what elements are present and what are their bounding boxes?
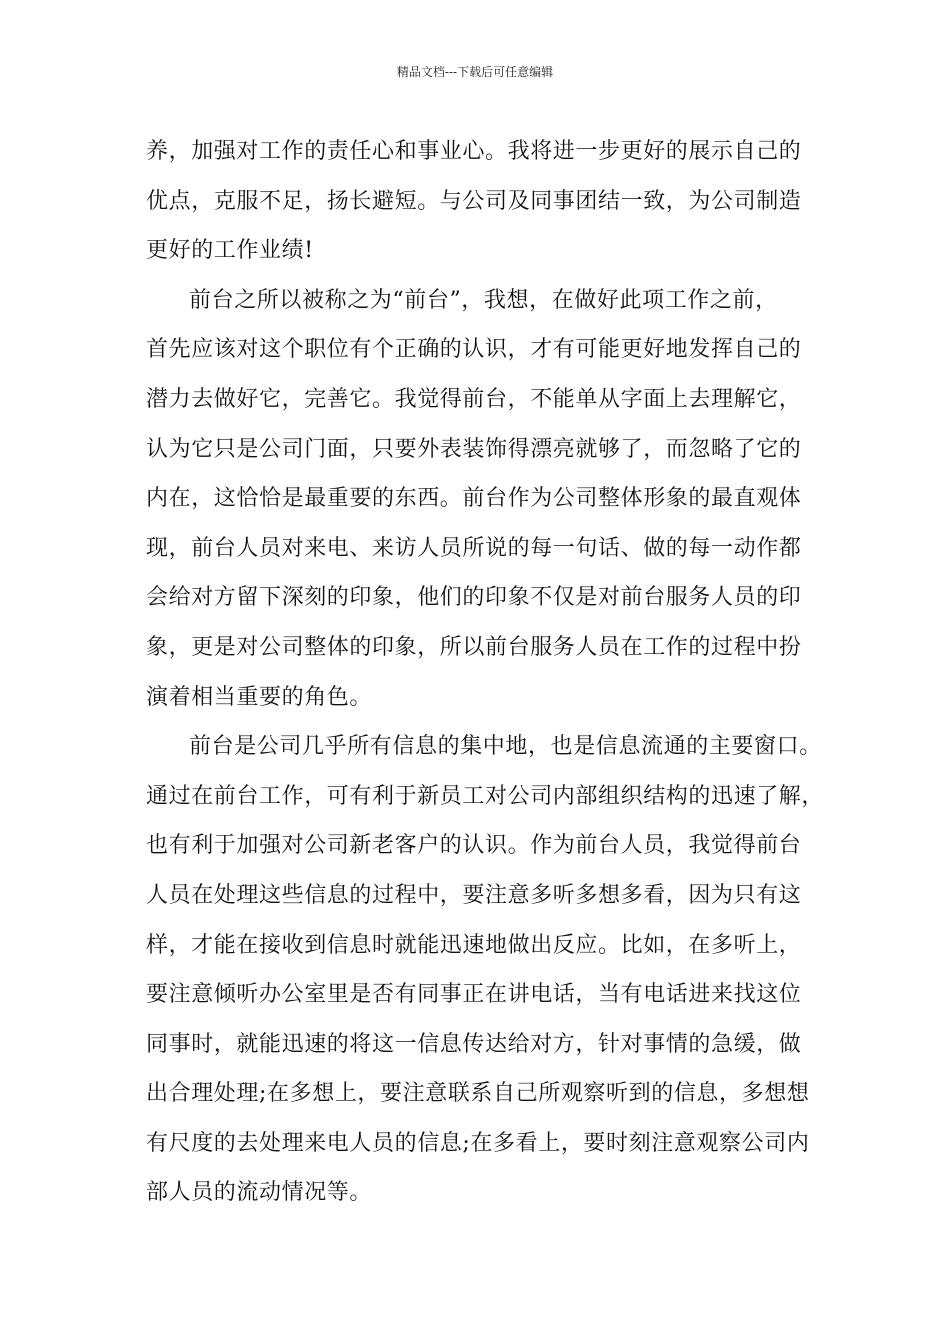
text-line: 会给对方留下深刻的印象，他们的印象不仅是对前台服务人员的印 (146, 585, 802, 611)
text-line: 现，前台人员对来电、来访人员所说的每一句话、做的每一动作都 (146, 535, 802, 561)
text-line: 养，加强对工作的责任心和事业心。我将进一步更好的展示自己的 (146, 139, 802, 164)
text-line: 认为它只是公司门面，只要外表装饰得漂亮就够了，而忽略了它的 (146, 436, 802, 462)
text-line: 通过在前台工作，可有利于新员工对公司内部组织结构的迅速了解， (146, 783, 825, 809)
text-line: 潜力去做好它，完善它。我觉得前台，不能单从字面上去理解它， (146, 386, 802, 412)
text-line: 部人员的流动情况等。 (146, 1180, 373, 1206)
text-line: 首先应该对这个职位有个正确的认识，才有可能更好地发挥自己的 (146, 337, 802, 363)
text-line: 也有利于加强对公司新老客户的认识。作为前台人员，我觉得前台 (146, 833, 802, 859)
text-line: 样，才能在接收到信息时就能迅速地做出反应。比如，在多听上， (146, 932, 802, 958)
text-line: 人员在处理这些信息的过程中，要注意多听多想多看，因为只有这 (146, 882, 802, 908)
text-line: 更好的工作业绩! (146, 238, 314, 264)
page-header: 精品文档---下载后可任意编辑 (396, 65, 554, 79)
text-line: 有尺度的去处理来电人员的信息;在多看上，要时刻注意观察公司内 (146, 1130, 810, 1156)
text-line: 出合理处理;在多想上，要注意联系自己所观察听到的信息，多想想 (146, 1081, 810, 1107)
text-line: 同事时，就能迅速的将这一信息传达给对方，针对事情的急缓，做 (146, 1031, 802, 1057)
text-line: 演着相当重要的角色。 (146, 684, 373, 710)
text-line: 内在，这恰恰是最重要的东西。前台作为公司整体形象的最直观体 (146, 486, 802, 512)
text-line: 优点，克服不足，扬长避短。与公司及同事团结一致，为公司制造 (146, 188, 802, 214)
text-line: 象，更是对公司整体的印象，所以前台服务人员在工作的过程中扮 (146, 634, 802, 660)
paragraph-start-line: 前台是公司几乎所有信息的集中地，也是信息流通的主要窗口。 (189, 734, 822, 760)
text-line: 要注意倾听办公室里是否有同事正在讲电话，当有电话进来找这位 (146, 982, 802, 1008)
paragraph-start-line: 前台之所以被称之为“前台”，我想，在做好此项工作之前， (189, 287, 778, 313)
document-body (146, 127, 825, 1218)
